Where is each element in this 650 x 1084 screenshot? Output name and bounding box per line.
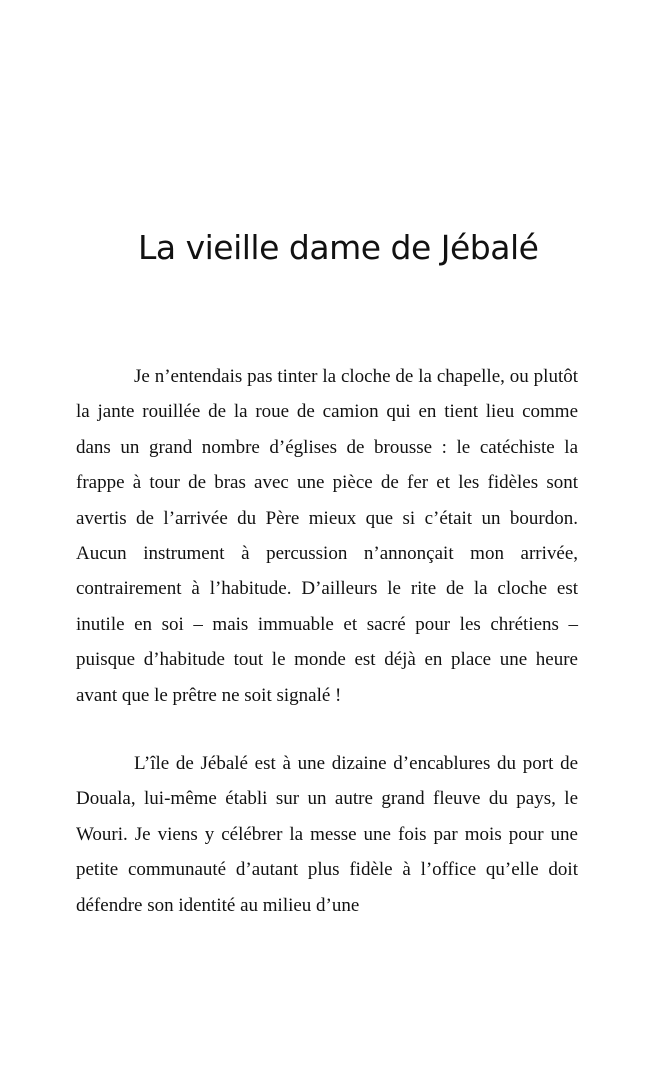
paragraph-2: L’île de Jébalé est à une dizaine d’encablures du port de Douala, lui-même établi sur un autre grand fleuve du pays, le Wouri. Je viens y célébrer la messe une fois par mois pour une petite communauté d’autant plus fidèle à l’office qu’elle doit défendre son identité au milieu d’une bbox=[76, 753, 578, 916]
chapter-title: La vieille dame de Jébalé bbox=[138, 228, 539, 267]
paragraph-1: Je n’entendais pas tinter la cloche de la chapelle, ou plutôt la jante rouillée de la roue de camion qui en tient lieu comme dans un grand nombre d’églises de brousse : le catéchiste la frappe à tour de bras avec une pièce de fer et les fidèles sont avertis de l’arrivée du Père mieux que si c’était un bourdon. Aucun instrument à percussion n’annonçait mon arrivée, contrairement à l’habitude. D’ailleurs le rite de la cloche est inutile en soi – mais immuable et sacré pour les chrétiens – puisque d’habitude tout le monde est déjà en place une heure avant que le prêtre ne soit signalé ! bbox=[76, 366, 578, 706]
